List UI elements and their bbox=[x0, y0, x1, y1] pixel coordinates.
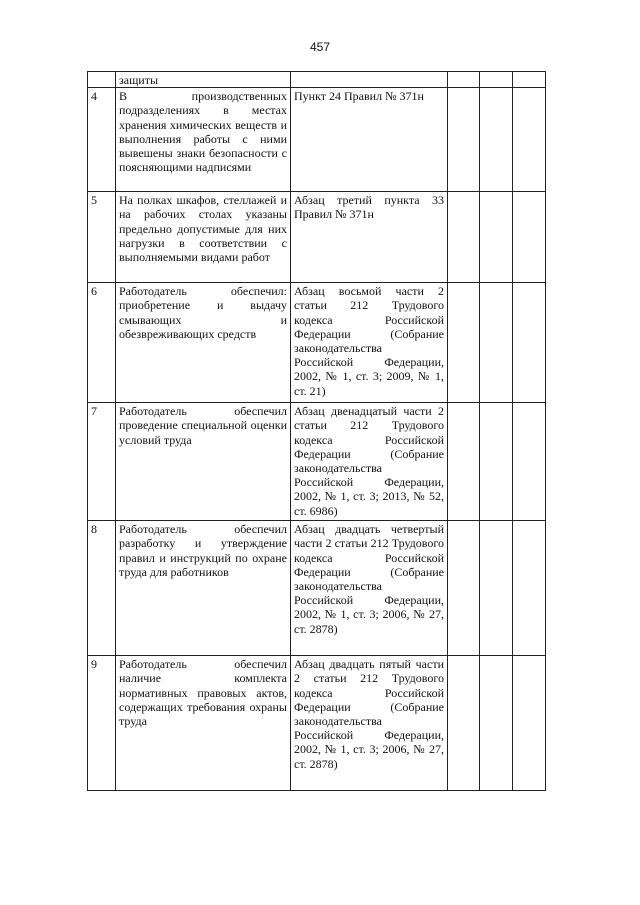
table-row bbox=[88, 192, 546, 283]
answer-no-cell[interactable] bbox=[480, 72, 513, 88]
row-number: 4 bbox=[88, 88, 116, 192]
table-row bbox=[88, 88, 546, 192]
basis-cell: Абзац двадцать пятый части 2 статьи 212 Трудового кодекса Российской Федерации (Собрание законодательства Российской Федерации, 2002, № 1, ст. 3; 2006, № 27, ст. 2878) bbox=[291, 656, 448, 791]
requirement-cell: Работодатель обеспечил разработку и утверждение правил и инструкций по охране труда для работников bbox=[116, 521, 291, 656]
row-number bbox=[88, 72, 116, 88]
answer-yes-cell[interactable] bbox=[448, 88, 480, 192]
answer-yes-cell[interactable] bbox=[448, 403, 480, 521]
checklist-table bbox=[87, 71, 546, 791]
answer-na-cell[interactable] bbox=[513, 656, 546, 791]
requirement-cell: На полках шкафов, стеллажей и на рабочих столах указаны предельно допустимые для них нагрузки в соответствии с выполняемыми видами работ bbox=[116, 192, 291, 283]
answer-yes-cell[interactable] bbox=[448, 72, 480, 88]
table-row bbox=[88, 403, 546, 521]
basis-cell: Абзац двадцать четвертый части 2 статьи 212 Трудового кодекса Российской Федерации (Собрание законодательства Российской Федерации, 2002, № 1, ст. 3; 2006, № 27, ст. 2878) bbox=[291, 521, 448, 656]
row-number: 9 bbox=[88, 656, 116, 791]
requirement-cell: защиты bbox=[116, 72, 291, 88]
row-number: 5 bbox=[88, 192, 116, 283]
table-row bbox=[88, 283, 546, 403]
basis-cell: Абзац двенадцатый части 2 статьи 212 Трудового кодекса Российской Федерации (Собрание законодательства Российской Федерации, 2002, № 1, ст. 3; 2013, № 52, ст. 6986) bbox=[291, 403, 448, 521]
basis-cell: Абзац третий пункта 33 Правил № 371н bbox=[291, 192, 448, 283]
requirement-cell: Работодатель обеспечил наличие комплекта нормативных правовых актов, содержащих требования охраны труда bbox=[116, 656, 291, 791]
table-row bbox=[88, 521, 546, 656]
requirement-cell: Работодатель обеспечил проведение специальной оценки условий труда bbox=[116, 403, 291, 521]
answer-no-cell[interactable] bbox=[480, 521, 513, 656]
basis-cell: Абзац восьмой части 2 статьи 212 Трудового кодекса Российской Федерации (Собрание законодательства Российской Федерации, 2002, № 1, ст. 3; 2009, № 1, ст. 21) bbox=[291, 283, 448, 403]
answer-na-cell[interactable] bbox=[513, 192, 546, 283]
answer-yes-cell[interactable] bbox=[448, 521, 480, 656]
table-row bbox=[88, 72, 546, 88]
row-number: 7 bbox=[88, 403, 116, 521]
answer-na-cell[interactable] bbox=[513, 88, 546, 192]
answer-na-cell[interactable] bbox=[513, 72, 546, 88]
row-number: 6 bbox=[88, 283, 116, 403]
answer-no-cell[interactable] bbox=[480, 283, 513, 403]
answer-na-cell[interactable] bbox=[513, 283, 546, 403]
row-number: 8 bbox=[88, 521, 116, 656]
basis-cell: Пункт 24 Правил № 371н bbox=[291, 88, 448, 192]
answer-na-cell[interactable] bbox=[513, 403, 546, 521]
requirement-cell: В производственных подразделениях в местах хранения химических веществ и выполнения работы с ними вывешены знаки безопасности с поясняющими надписями bbox=[116, 88, 291, 192]
answer-yes-cell[interactable] bbox=[448, 192, 480, 283]
answer-no-cell[interactable] bbox=[480, 192, 513, 283]
table-row bbox=[88, 656, 546, 791]
answer-no-cell[interactable] bbox=[480, 88, 513, 192]
basis-cell bbox=[291, 72, 448, 88]
answer-yes-cell[interactable] bbox=[448, 283, 480, 403]
answer-yes-cell[interactable] bbox=[448, 656, 480, 791]
requirement-cell: Работодатель обеспечил: приобретение и выдачу смывающих и обезвреживающих средств bbox=[116, 283, 291, 403]
answer-na-cell[interactable] bbox=[513, 521, 546, 656]
answer-no-cell[interactable] bbox=[480, 403, 513, 521]
page-number: 457 bbox=[309, 40, 331, 54]
answer-no-cell[interactable] bbox=[480, 656, 513, 791]
